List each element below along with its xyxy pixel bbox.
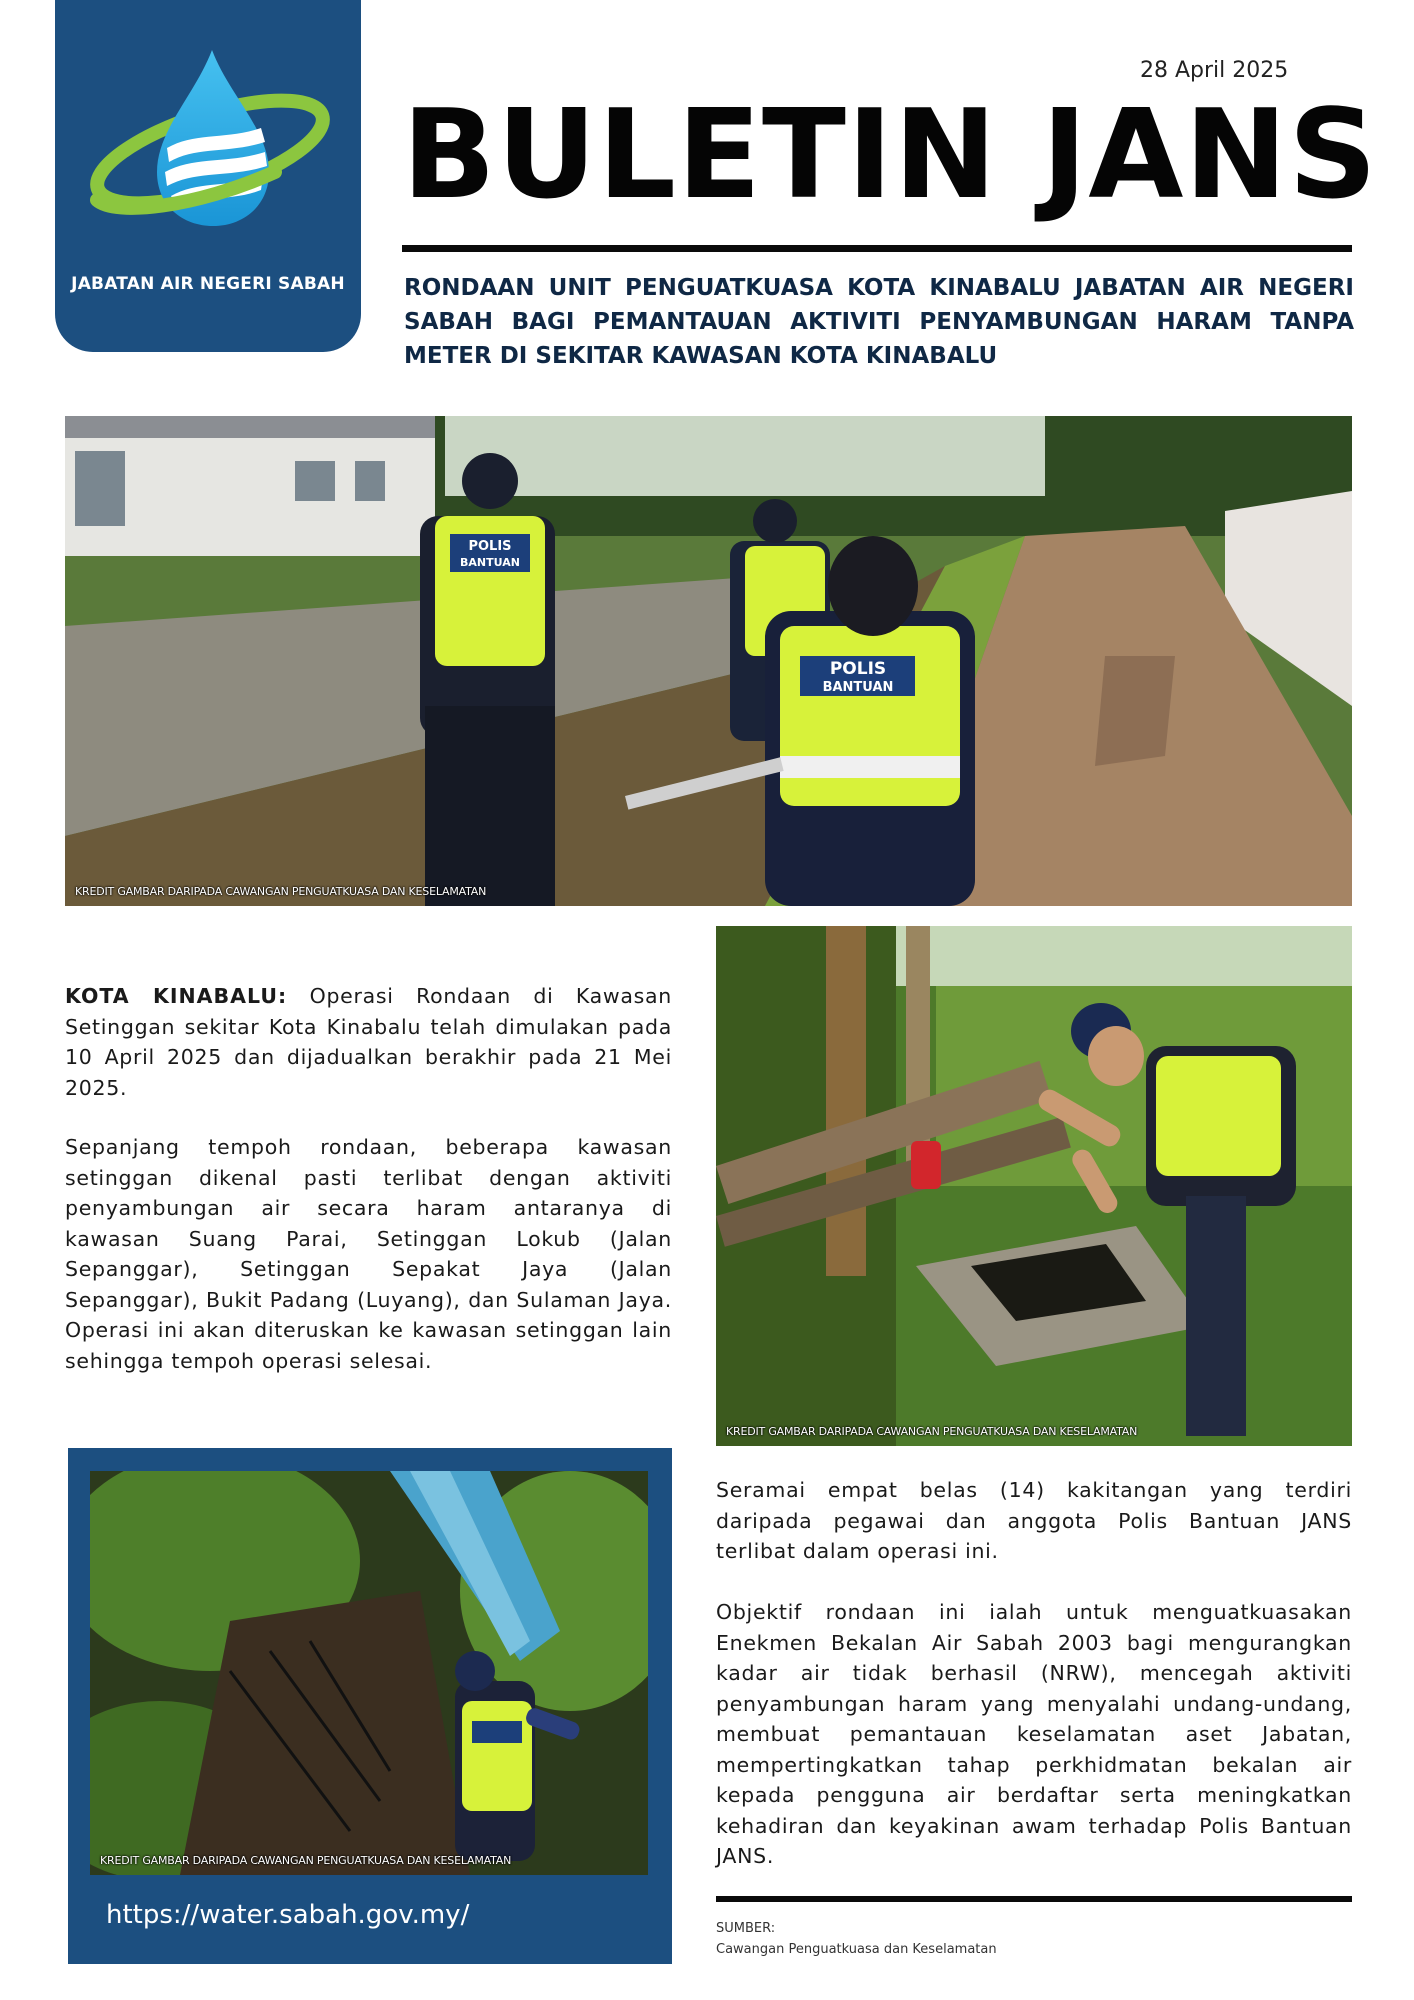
bulletin-title: BULETIN JANS — [402, 84, 1378, 227]
vest-label-1: POLIS — [468, 539, 512, 554]
article-dateline: KOTA KINABALU: — [65, 984, 288, 1008]
article-lead-text: Operasi Rondaan di Kawasan Setinggan sekitar Kota Kinabalu telah dimulakan pada 10 April 2025 dan dijadualkan berakhir pada 21 Mei 2025. — [65, 984, 673, 1100]
photo-credit: KREDIT GAMBAR DARIPADA CAWANGAN PENGUATKUASA DAN KESELAMATAN — [100, 1854, 512, 1867]
vest-label-2: BANTUAN — [460, 556, 520, 569]
source-label: SUMBER: — [716, 1921, 776, 1936]
article-headline: RONDAAN UNIT PENGUATKUASA KOTA KINABALU JABATAN AIR NEGERI SABAH BAGI PEMANTAUAN AKTIVITI PENYAMBUNGAN HARAM TANPA METER DI SEKITAR KAWASAN KOTA KINABALU — [404, 275, 1354, 369]
website-link[interactable]: https://water.sabah.gov.my/ — [106, 1900, 470, 1930]
source-text: Cawangan Penguatkuasa dan Keselamatan — [716, 1942, 997, 1957]
article-paragraph-4: Objektif rondaan ini ialah untuk menguatkuasakan Enekmen Bekalan Air Sabah 2003 bagi mengurangkan kadar air tidak berhasil (NRW), mencegah aktiviti penyambungan haram yang menyalahi undang-undang, membuat pemantauan keselamatan aset Jabatan, mempertingkatkan tahap perkhidmatan bekalan air kepada pengguna air berdaftar serta meningkatkan kehadiran dan keyakinan awam terhadap Polis Bantuan JANS. — [716, 1600, 1352, 1868]
article-paragraph-3: Seramai empat belas (14) kakitangan yang terdiri daripada pegawai dan anggota Polis Bantuan JANS terlibat dalam operasi ini. — [716, 1478, 1352, 1563]
publication-date: 28 April 2025 — [1140, 58, 1289, 83]
org-name: JABATAN AIR NEGERI SABAH — [71, 274, 345, 294]
photo-credit: KREDIT GAMBAR DARIPADA CAWANGAN PENGUATKUASA DAN KESELAMATAN — [726, 1425, 1138, 1438]
bottom-photo-panel — [68, 1448, 672, 1964]
main-patrol-photo — [65, 416, 1352, 906]
photo-credit: KREDIT GAMBAR DARIPADA CAWANGAN PENGUATKUASA DAN KESELAMATAN — [75, 885, 487, 898]
vest-label-3: POLIS — [829, 659, 887, 679]
pipe-inspection-photo — [90, 1471, 648, 1875]
logo-block — [55, 0, 361, 352]
jans-water-drop-logo — [75, 40, 341, 240]
manhole-inspection-photo — [716, 926, 1352, 1446]
title-divider — [402, 245, 1352, 252]
footer-divider — [716, 1896, 1352, 1902]
vest-label-4: BANTUAN — [822, 680, 894, 695]
article-paragraph-1 — [65, 981, 672, 1103]
article-paragraph-2: Sepanjang tempoh rondaan, beberapa kawasan setinggan dikenal pasti terlibat dengan aktiviti penyambungan air secara haram antaranya di kawasan Suang Parai, Setinggan Lokub (Jalan Sepanggar), Setinggan Sepakat Jaya (Jalan Sepanggar), Bukit Padang (Luyang), dan Sulaman Jaya. Operasi ini akan diteruskan ke kawasan setinggan lain sehingga tempoh operasi selesai. — [65, 1135, 672, 1373]
